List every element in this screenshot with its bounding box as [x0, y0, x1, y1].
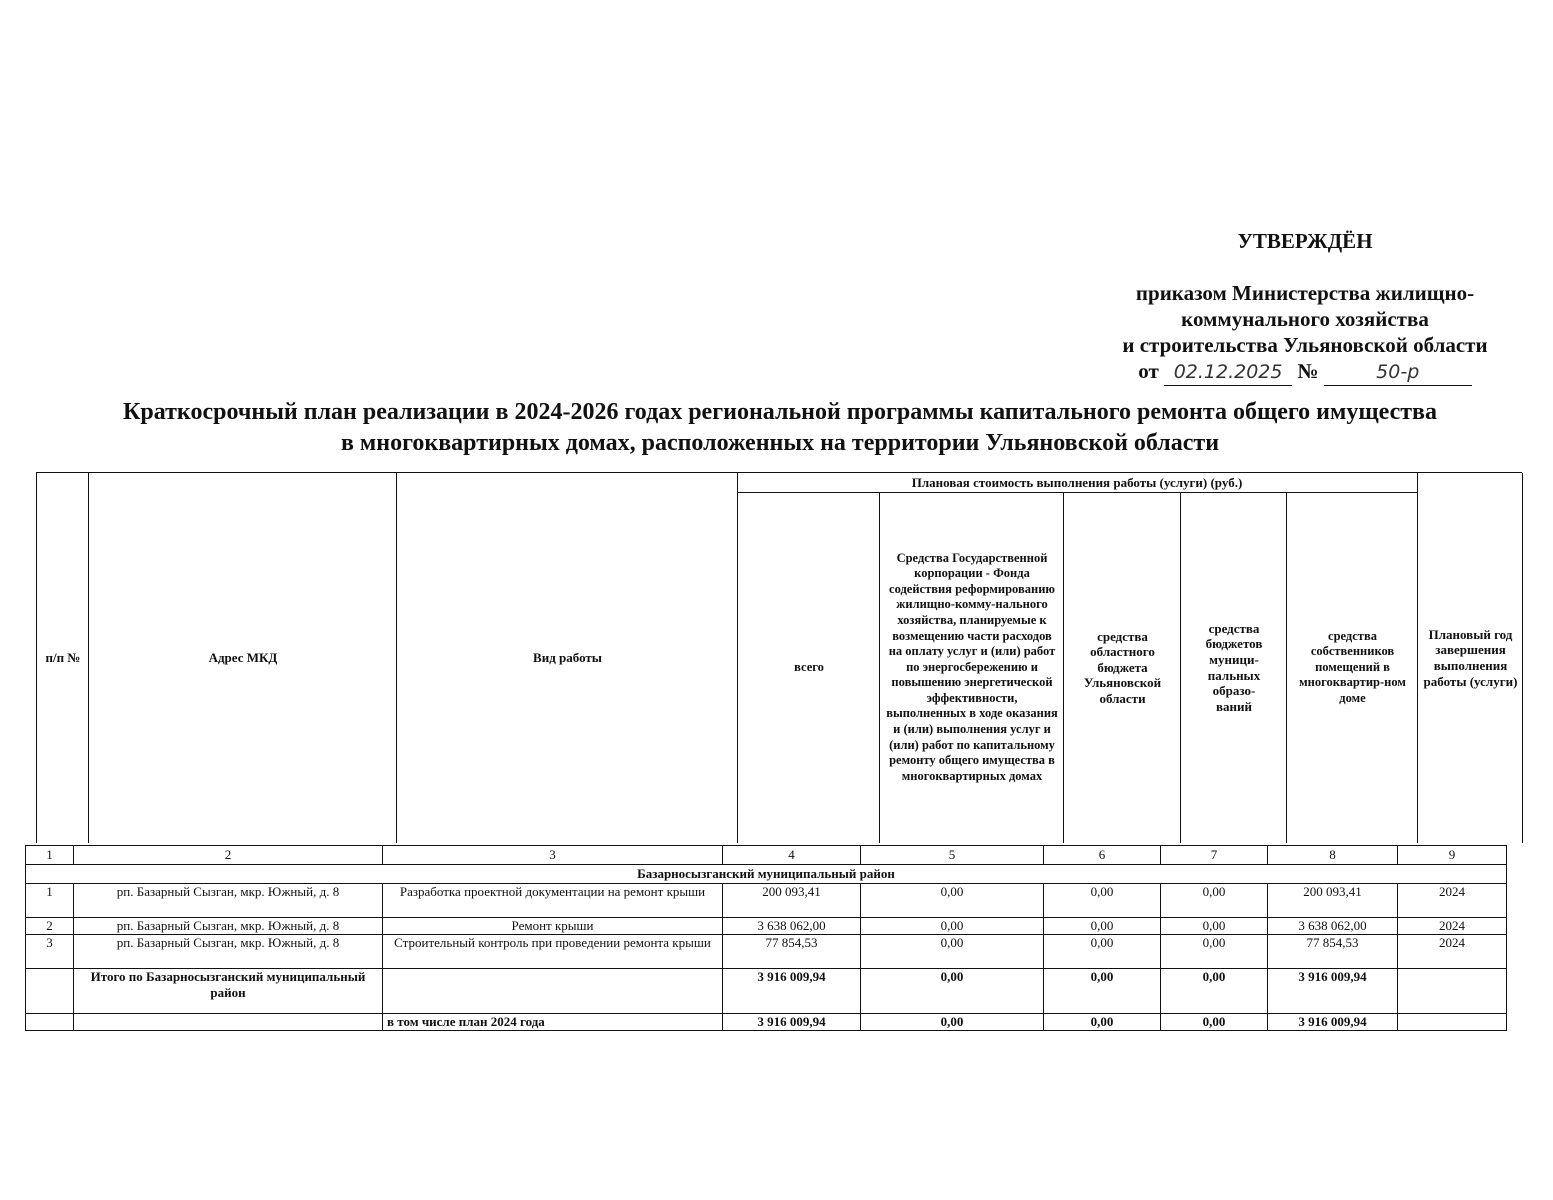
header-fund: Средства Государственной корпорации - Фонда содействия реформированию жилищно-комму-нального хозяйства, планируемые к возмещению части расходов на оплату услуг и (или) работ по энергосбережению и повышению энергетической эффективности, выполненных в ходе оказания и (или) выполнения услуг и (или) работ по капитальному ремонту общего имущества в многоквартирных домах: [886, 550, 1058, 783]
header-divider: [1063, 492, 1064, 843]
header-divider: [1180, 492, 1181, 843]
table-row: [26, 935, 1507, 969]
row-owners: 200 093,41: [1268, 884, 1398, 918]
header-divider: [396, 473, 397, 843]
header-num: п/п №: [45, 650, 81, 666]
plan-empty-cell: [26, 1014, 74, 1031]
plan-regional: 0,00: [1044, 1014, 1161, 1031]
plan-row: [26, 1014, 1507, 1031]
row-fund: 0,00: [861, 918, 1044, 935]
column-number: 9: [1398, 846, 1507, 865]
title-line-2: в многоквартирных домах, расположенных на территории Ульяновской области: [340, 430, 1220, 456]
total-municipal: 0,00: [1161, 969, 1268, 1014]
total-empty-cell: [383, 969, 723, 1014]
table-header: [36, 472, 1522, 843]
row-year: 2024: [1398, 884, 1507, 918]
header-divider: [1417, 473, 1418, 843]
header-divider: [36, 473, 37, 843]
table-row: [26, 918, 1507, 935]
order-number: 50-р: [1324, 359, 1472, 386]
row-total: 200 093,41: [723, 884, 861, 918]
column-number: 7: [1161, 846, 1268, 865]
row-work: Ремонт крыши: [383, 918, 723, 935]
plan-empty-cell: [74, 1014, 383, 1031]
header-divider: [879, 492, 880, 843]
row-work: Строительный контроль при проведении ремонта крыши: [383, 935, 723, 969]
row-address: рп. Базарный Сызган, мкр. Южный, д. 8: [74, 935, 383, 969]
district-name: Базарносызганский муниципальный район: [26, 865, 1507, 884]
order-number-label: №: [1297, 359, 1319, 383]
plan-municipal: 0,00: [1161, 1014, 1268, 1031]
header-work: Вид работы: [533, 650, 602, 666]
row-fund: 0,00: [861, 884, 1044, 918]
row-total: 77 854,53: [723, 935, 861, 969]
plan-empty-cell: [1398, 1014, 1507, 1031]
column-number: 3: [383, 846, 723, 865]
approval-line-3: и строительства Ульяновской области: [1122, 333, 1488, 357]
row-municipal: 0,00: [1161, 935, 1268, 969]
total-row: [26, 969, 1507, 1014]
total-sum: 3 916 009,94: [723, 969, 861, 1014]
row-work: Разработка проектной документации на ремонт крыши: [383, 884, 723, 918]
header-municipal: средства бюджетов муници-пальных образо-ваний: [1205, 620, 1263, 714]
header-year: Плановый год завершения выполнения работы (услуги): [1423, 626, 1518, 689]
header-divider: [737, 473, 738, 843]
header-owners: средства собственников помещений в многоквартир-ном доме: [1299, 628, 1406, 705]
row-regional: 0,00: [1044, 935, 1161, 969]
total-empty-cell: [26, 969, 74, 1014]
header-divider: [88, 473, 89, 843]
column-number: 4: [723, 846, 861, 865]
district-row: [26, 865, 1507, 884]
column-numbers-row: [26, 846, 1507, 865]
row-regional: 0,00: [1044, 884, 1161, 918]
order-from-label: от: [1138, 359, 1159, 383]
column-number: 6: [1044, 846, 1161, 865]
row-municipal: 0,00: [1161, 884, 1268, 918]
header-cost-group: Плановая стоимость выполнения работы (услуги) (руб.): [737, 473, 1417, 493]
row-fund: 0,00: [861, 935, 1044, 969]
row-year: 2024: [1398, 935, 1507, 969]
column-number: 8: [1268, 846, 1398, 865]
approval-block: [1100, 228, 1510, 386]
row-municipal: 0,00: [1161, 918, 1268, 935]
total-label: Итого по Базарносызганский муниципальный район: [74, 969, 383, 1014]
order-date: 02.12.2025: [1164, 359, 1292, 386]
plan-label: в том числе план 2024 года: [383, 1014, 723, 1031]
header-total: всего: [794, 659, 824, 674]
column-number: 1: [26, 846, 74, 865]
row-number: 1: [26, 884, 74, 918]
table-row: [26, 884, 1507, 918]
row-number: 2: [26, 918, 74, 935]
row-address: рп. Базарный Сызган, мкр. Южный, д. 8: [74, 918, 383, 935]
column-number: 5: [861, 846, 1044, 865]
order-line: [1100, 358, 1510, 386]
row-number: 3: [26, 935, 74, 969]
row-owners: 77 854,53: [1268, 935, 1398, 969]
plan-owners: 3 916 009,94: [1268, 1014, 1398, 1031]
approval-line-2: коммунального хозяйства: [1181, 307, 1429, 331]
header-divider: [1522, 473, 1523, 843]
total-owners: 3 916 009,94: [1268, 969, 1398, 1014]
title-line-1: Краткосрочный план реализации в 2024-2026 годах региональной программы капитального ремонта общего имущества: [123, 399, 1437, 425]
header-address: Адрес МКД: [208, 650, 278, 666]
row-regional: 0,00: [1044, 918, 1161, 935]
header-regional: средства областного бюджета Ульяновской области: [1083, 628, 1162, 706]
total-fund: 0,00: [861, 969, 1044, 1014]
plan-sum: 3 916 009,94: [723, 1014, 861, 1031]
row-owners: 3 638 062,00: [1268, 918, 1398, 935]
row-address: рп. Базарный Сызган, мкр. Южный, д. 8: [74, 884, 383, 918]
plan-fund: 0,00: [861, 1014, 1044, 1031]
row-total: 3 638 062,00: [723, 918, 861, 935]
column-number: 2: [74, 846, 383, 865]
document-title: [20, 397, 1540, 459]
row-year: 2024: [1398, 918, 1507, 935]
approval-stamp: УТВЕРЖДЁН: [1237, 229, 1373, 253]
approval-line-1: приказом Министерства жилищно-: [1135, 281, 1475, 305]
total-empty-cell: [1398, 969, 1507, 1014]
header-divider: [1286, 492, 1287, 843]
total-regional: 0,00: [1044, 969, 1161, 1014]
plan-table: [25, 845, 1507, 1031]
